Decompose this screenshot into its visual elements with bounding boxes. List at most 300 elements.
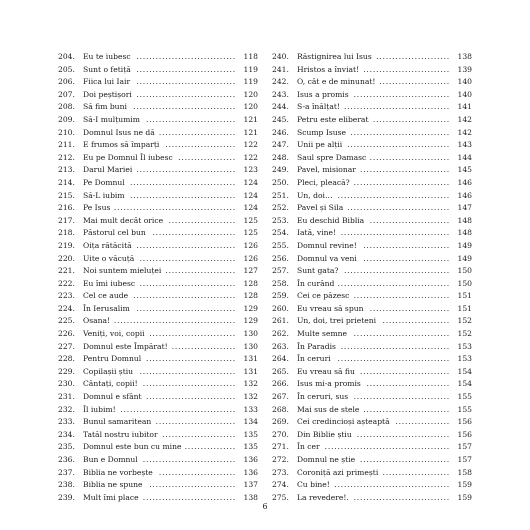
toc-entry-page: 127 [243, 266, 258, 276]
toc-entry-number: 224. [58, 303, 75, 313]
toc-dot-leader: ......................... [369, 152, 450, 162]
toc-entry-page: 150 [457, 278, 472, 288]
toc-entry-title: În Ierusalim [83, 303, 130, 313]
toc-dot-leader: .............................. [353, 329, 450, 339]
toc-entry-number: 254. [272, 228, 289, 238]
toc-entry [272, 265, 472, 278]
toc-entry [58, 127, 258, 140]
toc-dot-leader: ...................... [165, 140, 236, 150]
toc-entry-title: Copilașii știu [83, 366, 134, 376]
toc-dot-leader: .............................. [353, 492, 450, 502]
toc-entry-page: 124 [243, 203, 258, 213]
toc-entry-number: 244. [272, 102, 289, 112]
toc-entry-title: Multe semne [297, 329, 348, 339]
toc-entry-number: 236. [58, 455, 75, 464]
toc-entry-number: 219. [58, 240, 75, 250]
toc-entry-number: 229. [58, 366, 75, 376]
toc-entry-page: 155 [457, 404, 472, 414]
toc-entry [272, 215, 472, 228]
toc-entry-title: Din Biblie știu [297, 429, 352, 439]
toc-entry-number: 249. [272, 165, 289, 175]
toc-entry [58, 265, 258, 278]
toc-entry [58, 328, 258, 341]
toc-entry [272, 164, 472, 177]
toc-entry-title: Sunt o fetiță [83, 64, 131, 74]
toc-entry [58, 353, 258, 366]
toc-entry-page: 157 [457, 455, 472, 464]
toc-entry-title: S-a înălțat! [297, 102, 340, 112]
toc-dot-leader: ....................................... [324, 442, 450, 452]
toc-dot-leader: ............................... [136, 165, 236, 175]
toc-dot-leader: ....................... [162, 429, 236, 439]
toc-entry-number: 232. [58, 404, 75, 414]
toc-entry-title: Scump Isuse [297, 127, 346, 137]
toc-dot-leader: ..................... [382, 316, 450, 326]
toc-entry-number: 263. [272, 341, 289, 351]
toc-entry-title: Cei ce păzesc [297, 291, 350, 301]
toc-entry-title: Pe Isus [83, 203, 111, 213]
toc-entry-number: 230. [58, 379, 75, 389]
toc-entry-number: 239. [58, 492, 75, 502]
toc-entry-title: În curând [297, 278, 335, 288]
toc-entry-page: 147 [457, 203, 472, 213]
toc-entry-title: În Paradis [297, 341, 336, 351]
toc-entry-number: 222. [58, 278, 75, 288]
toc-entry-page: 129 [243, 316, 258, 326]
toc-entry-number: 210. [58, 127, 75, 137]
toc-entry-title: Osana! [83, 316, 111, 326]
toc-dot-leader: ...................... [379, 77, 450, 87]
toc-entry-number: 260. [272, 303, 289, 313]
toc-entry [272, 467, 472, 480]
toc-entry-title: Fiica lui Iair [83, 77, 131, 87]
toc-entry [58, 164, 258, 177]
toc-entry-title: Tatăl nostru iubitor [83, 429, 158, 439]
toc-entry [272, 227, 472, 240]
toc-entry-number: 248. [272, 152, 289, 162]
toc-entry [272, 454, 472, 467]
toc-entry-title: Eu îmi iubesc [83, 278, 136, 288]
toc-dot-leader: ..................... [168, 215, 236, 225]
toc-entry-title: Domnul revine! [297, 240, 357, 250]
toc-entry-number: 216. [58, 203, 75, 213]
toc-entry-number: 269. [272, 417, 289, 427]
toc-entry-number: 211. [58, 140, 75, 150]
toc-dot-leader: .............................. [139, 366, 236, 376]
toc-entry [58, 467, 258, 480]
toc-dot-leader: .............................. [353, 89, 450, 99]
toc-entry-page: 159 [457, 480, 472, 490]
toc-entry-number: 257. [272, 266, 289, 276]
toc-entry [58, 416, 258, 429]
toc-entry-page: 153 [457, 341, 472, 351]
toc-entry-page: 149 [457, 240, 472, 250]
toc-entry-number: 226. [58, 329, 75, 339]
toc-entry-page: 154 [457, 379, 472, 389]
toc-entry-page: 126 [243, 253, 258, 263]
toc-dot-leader: ................................ [347, 203, 450, 213]
toc-entry-number: 225. [58, 316, 75, 326]
toc-entry [272, 278, 472, 291]
toc-entry-page: 118 [243, 52, 258, 61]
toc-entry-title: Bunul samaritean [83, 417, 152, 427]
toc-entry [272, 177, 472, 190]
toc-entry-page: 157 [457, 442, 472, 452]
toc-dot-leader: ........................... [363, 404, 450, 414]
toc-entry [58, 378, 258, 391]
toc-entry-title: Eu te iubesc [83, 52, 131, 61]
toc-entry-page: 135 [243, 442, 258, 452]
toc-entry-page: 142 [457, 114, 472, 124]
toc-dot-leader: ................................ [347, 140, 450, 150]
toc-dot-leader: ........................... [149, 329, 236, 339]
toc-entry-page: 144 [457, 152, 472, 162]
toc-entry [272, 139, 472, 152]
toc-entry-title: Domnul este bun cu mine [83, 442, 182, 452]
toc-entry-page: 148 [457, 215, 472, 225]
toc-dot-leader: ................................... [337, 278, 450, 288]
toc-dot-leader: .............................. [353, 291, 450, 301]
toc-entry-title: Isus a promis [297, 89, 349, 99]
toc-entry-number: 223. [58, 291, 75, 301]
toc-entry-number: 217. [58, 215, 75, 225]
toc-dot-leader: .................................... [334, 480, 450, 490]
toc-entry [272, 353, 472, 366]
toc-dot-leader: .............................. [353, 177, 450, 187]
toc-entry-number: 227. [58, 341, 75, 351]
toc-entry-number: 270. [272, 429, 289, 439]
toc-entry-number: 231. [58, 392, 75, 402]
toc-entry-title: Biblia ne spune [83, 480, 143, 490]
toc-dot-leader: .............................. [139, 253, 236, 263]
toc-entry-page: 122 [243, 152, 258, 162]
toc-entry [58, 101, 258, 114]
toc-entry-title: Darul Mariei [83, 165, 133, 175]
toc-entry-title: Pe Domnul [83, 177, 125, 187]
toc-entry-number: 259. [272, 291, 289, 301]
toc-entry-title: Noi suntem mieluței [83, 266, 162, 276]
toc-dot-leader: ............................... [136, 240, 236, 250]
toc-dot-leader: .................................. [340, 341, 450, 351]
toc-entry-number: 252. [272, 203, 289, 213]
toc-dot-leader: ................................... [337, 190, 450, 200]
toc-entry [58, 341, 258, 354]
toc-entry-title: Sunt gata? [297, 266, 339, 276]
toc-entry-number: 243. [272, 89, 289, 99]
toc-dot-leader: ...................................... [113, 203, 236, 213]
toc-dot-leader: ......................... [155, 417, 236, 427]
toc-dot-leader: ......................... [369, 215, 450, 225]
toc-entry-title: Eu vreau să fiu [297, 366, 355, 376]
toc-dot-leader: ............................ [146, 354, 236, 364]
toc-entry-number: 215. [58, 190, 75, 200]
toc-entry-number: 256. [272, 253, 289, 263]
toc-entry-title: Domnul Isus ne dă [83, 127, 155, 137]
toc-entry-title: Domnul ne știe [297, 455, 356, 464]
toc-entry-page: 159 [457, 492, 472, 502]
toc-entry-title: Biblia ne vorbește [83, 467, 153, 477]
toc-dot-leader: ............................ [360, 455, 450, 464]
toc-entry-page: 124 [243, 177, 258, 187]
toc-entry-page: 153 [457, 354, 472, 364]
toc-entry-page: 145 [457, 165, 472, 175]
toc-entry [58, 51, 258, 64]
toc-entry [58, 253, 258, 266]
toc-entry-page: 135 [243, 429, 258, 439]
toc-entry-number: 214. [58, 177, 75, 187]
toc-entry-title: La revedere!. [297, 492, 349, 502]
toc-entry-page: 155 [457, 392, 472, 402]
toc-entry-title: Pleci, pleacă? [297, 177, 350, 187]
toc-entry [272, 429, 472, 442]
toc-entry-page: 121 [243, 114, 258, 124]
toc-entry-number: 253. [272, 215, 289, 225]
toc-dot-leader: ........................ [158, 467, 236, 477]
toc-entry [272, 328, 472, 341]
toc-dot-leader: ........................... [363, 64, 450, 74]
toc-entry-number: 234. [58, 429, 75, 439]
toc-entry-title: Un, doi, trei prieteni [297, 316, 377, 326]
toc-column-right [272, 51, 472, 504]
toc-entry-page: 156 [457, 417, 472, 427]
toc-entry-title: Mai sus de stele [297, 404, 360, 414]
toc-entry [58, 479, 258, 492]
toc-entry-page: 156 [457, 429, 472, 439]
toc-entry-page: 132 [243, 392, 258, 402]
toc-entry [272, 127, 472, 140]
toc-entry [272, 441, 472, 454]
toc-entry [272, 89, 472, 102]
toc-entry-page: 126 [243, 240, 258, 250]
toc-entry [58, 441, 258, 454]
toc-entry-number: 209. [58, 114, 75, 124]
toc-entry-title: Pentru Domnul [83, 354, 142, 364]
toc-dot-leader: ..................... [382, 467, 450, 477]
toc-dot-leader: ................................ [133, 291, 236, 301]
toc-entry-number: 208. [58, 102, 75, 112]
toc-entry-page: 151 [457, 303, 472, 313]
toc-entry [272, 51, 472, 64]
toc-entry [58, 391, 258, 404]
toc-dot-leader: .................................... [120, 404, 236, 414]
toc-entry-page: 123 [243, 165, 258, 175]
toc-entry [58, 303, 258, 316]
toc-entry [58, 89, 258, 102]
toc-entry [272, 378, 472, 391]
toc-entry-number: 251. [272, 190, 289, 200]
toc-dot-leader: .................................. [340, 228, 450, 238]
toc-dot-leader: ............................ [360, 366, 450, 376]
toc-dot-leader: ............................... [136, 52, 236, 61]
toc-entry-page: 151 [457, 291, 472, 301]
toc-entry-number: 207. [58, 89, 75, 99]
toc-entry-title: Bun e Domnul [83, 455, 138, 464]
toc-entry [58, 429, 258, 442]
toc-dot-leader: ......................... [369, 303, 450, 313]
toc-dot-leader: ............................ [146, 392, 236, 402]
toc-entry-page: 134 [243, 417, 258, 427]
toc-entry-page: 122 [243, 140, 258, 150]
toc-dot-leader: ............................ [360, 165, 450, 175]
toc-entry-number: 258. [272, 278, 289, 288]
toc-entry [272, 253, 472, 266]
toc-entry-page: 125 [243, 215, 258, 225]
toc-entry-page: 149 [457, 253, 472, 263]
toc-entry-title: Doi peștișori [83, 89, 132, 99]
toc-entry [58, 404, 258, 417]
toc-entry-number: 272. [272, 455, 289, 464]
toc-entry-page: 128 [243, 278, 258, 288]
toc-entry-title: Să-I mulțumim [83, 114, 141, 124]
toc-entry-number: 213. [58, 165, 75, 175]
toc-dot-leader: ............................... [350, 127, 450, 137]
toc-entry-number: 274. [272, 480, 289, 490]
toc-entry-title: Domnul va veni [297, 253, 357, 263]
toc-dot-leader: ............................. [142, 455, 236, 464]
toc-entry-title: Mai mult decât orice [83, 215, 164, 225]
toc-entry [272, 303, 472, 316]
toc-entry [272, 240, 472, 253]
toc-entry-number: 237. [58, 467, 75, 477]
toc-entry [272, 341, 472, 354]
toc-entry-number: 220. [58, 253, 75, 263]
toc-entry-number: 267. [272, 392, 289, 402]
toc-entry [272, 64, 472, 77]
toc-entry-title: Petru este eliberat [297, 114, 369, 124]
toc-dot-leader: ........................ [372, 114, 450, 124]
toc-entry-title: În ceruri, sus [297, 392, 349, 402]
toc-entry-number: 261. [272, 316, 289, 326]
toc-entry-page: 138 [457, 52, 472, 61]
toc-entry-title: Cei credincioși așteaptă [297, 417, 390, 427]
toc-dot-leader: ................................. [129, 190, 236, 200]
toc-entry [58, 139, 258, 152]
toc-entry [58, 64, 258, 77]
toc-dot-leader: ........................... [363, 253, 450, 263]
toc-entry-page: 120 [243, 102, 258, 112]
toc-dot-leader: ........................... [149, 480, 236, 490]
toc-entry-page: 119 [243, 77, 258, 87]
toc-entry [58, 290, 258, 303]
toc-entry [58, 152, 258, 165]
toc-entry-number: 233. [58, 417, 75, 427]
toc-entry-page: 129 [243, 303, 258, 313]
toc-entry-title: Saul spre Damasc [297, 152, 367, 162]
toc-entry-title: Domnul este Împărat! [83, 341, 168, 351]
page-number: 6 [262, 502, 268, 511]
toc-entry-title: Hristos a înviat! [297, 64, 360, 74]
toc-dot-leader: ...................... [165, 266, 236, 276]
toc-entry-title: Cel ce aude [83, 291, 129, 301]
toc-dot-leader: .................. [178, 152, 236, 162]
toc-entry-number: 265. [272, 366, 289, 376]
toc-entry [272, 315, 472, 328]
toc-entry [272, 152, 472, 165]
toc-entry-title: Pavel și Sila [297, 203, 344, 213]
toc-entry-number: 264. [272, 354, 289, 364]
toc-entry-page: 150 [457, 266, 472, 276]
toc-entry-number: 275. [272, 492, 289, 502]
toc-entry-number: 235. [58, 442, 75, 452]
toc-dot-leader: .......................... [152, 228, 236, 238]
toc-entry-title: Îl iubim! [83, 404, 116, 414]
toc-entry-title: Să-L iubim [83, 190, 125, 200]
toc-dot-leader: ........................... [363, 240, 450, 250]
toc-entry-page: 125 [243, 228, 258, 238]
toc-entry-page: 148 [457, 228, 472, 238]
toc-entry-title: Unii pe alții [297, 140, 343, 150]
toc-entry-page: 133 [243, 404, 258, 414]
toc-entry-page: 139 [457, 64, 472, 74]
toc-dot-leader: ................. [395, 417, 450, 427]
toc-entry-title: Oița rătăcită [83, 240, 132, 250]
toc-entry [272, 190, 472, 203]
toc-entry-page: 154 [457, 366, 472, 376]
toc-entry-number: 205. [58, 64, 75, 74]
toc-entry-page: 140 [457, 89, 472, 99]
toc-entry-page: 152 [457, 329, 472, 339]
toc-entry [272, 391, 472, 404]
toc-column-left [58, 51, 258, 504]
toc-entry [272, 366, 472, 379]
toc-entry-page: 146 [457, 177, 472, 187]
toc-entry-page: 120 [243, 89, 258, 99]
toc-entry-title: Păstorul cel bun [83, 228, 146, 238]
toc-entry-title: Un, doi… [297, 190, 333, 200]
toc-entry-page: 119 [243, 64, 258, 74]
toc-entry-title: Cântați, copii! [83, 379, 138, 389]
toc-dot-leader: ............................. [356, 429, 450, 439]
toc-entry-number: 241. [272, 64, 289, 74]
toc-entry [58, 240, 258, 253]
toc-entry-page: 128 [243, 291, 258, 301]
toc-dot-leader: ........................ [158, 127, 236, 137]
toc-entry-number: 228. [58, 354, 75, 364]
toc-entry [58, 215, 258, 228]
toc-dot-leader: ............................. [142, 492, 236, 502]
toc-entry-number: 268. [272, 404, 289, 414]
toc-entry-number: 247. [272, 140, 289, 150]
toc-entry-number: 262. [272, 329, 289, 339]
toc-entry-page: 140 [457, 77, 472, 87]
toc-entry-title: Pavel, misionar [297, 165, 356, 175]
toc-dot-leader: ................................. [129, 177, 236, 187]
toc-entry-title: E frumos să împarți [83, 140, 160, 150]
toc-dot-leader: ............................... [136, 89, 236, 99]
toc-entry-page: 146 [457, 190, 472, 200]
toc-entry [272, 290, 472, 303]
toc-entry-number: 245. [272, 114, 289, 124]
toc-entry-page: 158 [457, 467, 472, 477]
toc-dot-leader: ................................. [343, 266, 450, 276]
toc-entry [272, 101, 472, 114]
toc-entry-number: 238. [58, 480, 75, 490]
toc-entry [272, 76, 472, 89]
toc-entry [58, 202, 258, 215]
toc-entry [272, 416, 472, 429]
toc-entry-number: 204. [58, 52, 75, 61]
toc-entry-page: 138 [243, 492, 258, 502]
toc-dot-leader: ................................ [133, 102, 236, 112]
toc-entry-title: Cu bine! [297, 480, 330, 490]
toc-entry [58, 114, 258, 127]
toc-entry [272, 114, 472, 127]
toc-entry-number: 255. [272, 240, 289, 250]
toc-entry-title: Mult îmi place [83, 492, 139, 502]
toc-entry-page: 131 [243, 354, 258, 364]
toc-entry [58, 278, 258, 291]
toc-entry-number: 218. [58, 228, 75, 238]
